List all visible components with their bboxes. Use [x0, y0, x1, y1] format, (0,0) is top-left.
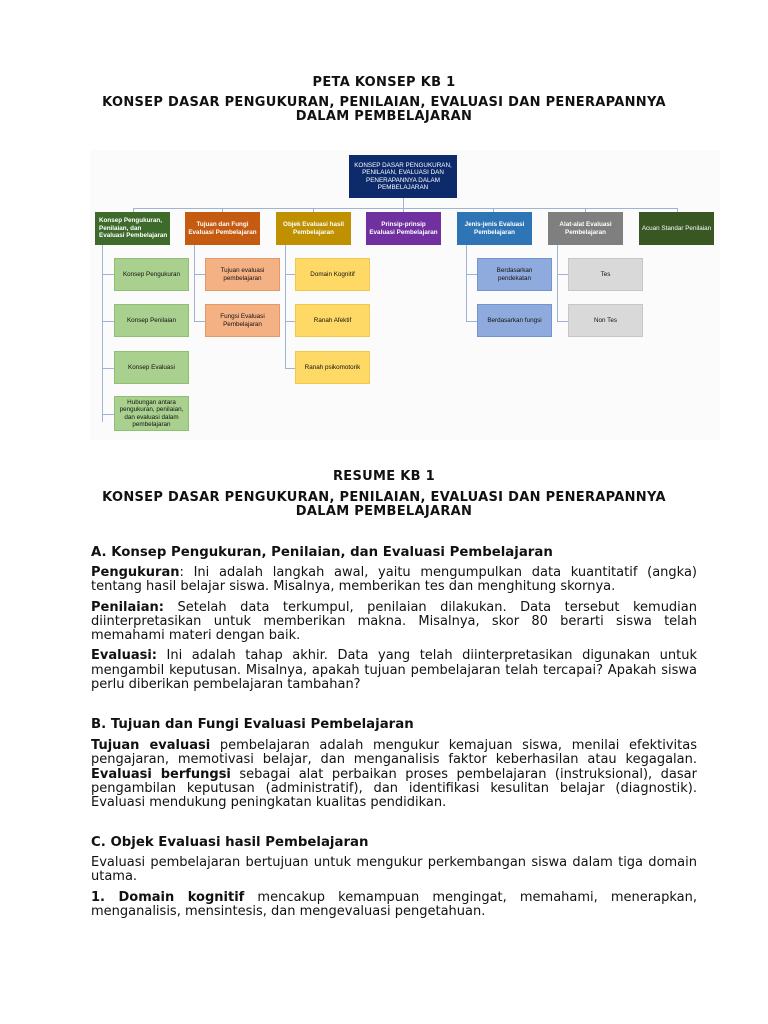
category-jenis: [457, 212, 532, 245]
root-node-label: KONSEP DASAR PENGUKURAN, PENILAIAN, EVALUASI DAN PENERAPANNYA DALAM PEMBELAJARAN: [354, 161, 452, 191]
jenis-child: [477, 258, 552, 291]
text-evaluasi-berfungsi: sebagai alat perbaikan proses pembelajaran (instruksional), dasar pengambilan keputusan (administratif), dan identifikasi kesulitan belajar (diagnostik). Evaluasi mendukung peningkatan kualitas pendidikan.: [91, 766, 697, 811]
paragraph-objek-intro: Evaluasi pembelajaran bertujuan untuk mengukur perkembangan siswa dalam tiga domain utama.: [91, 855, 697, 885]
section-a: [91, 545, 697, 692]
resume-subtitle-line2: DALAM PEMBELAJARAN: [295, 504, 473, 519]
term-tujuan-evaluasi: Tujuan evaluasi: [91, 738, 211, 753]
paragraph-pengukuran: [91, 566, 697, 595]
map-title: PETA KONSEP KB 1: [312, 75, 456, 90]
connector: [466, 321, 477, 322]
connector: [102, 368, 114, 369]
alat-child-label: Tes: [600, 270, 611, 278]
connector: [102, 321, 114, 322]
root-node: [349, 155, 457, 198]
connector: [557, 245, 558, 322]
category-prinsip-label: Prinsip-prinsip Evaluasi Pembelajaran: [369, 221, 438, 236]
konsep-child: [114, 258, 189, 291]
connector: [102, 274, 114, 275]
alat-child: [568, 258, 643, 291]
section-c: [91, 835, 697, 919]
connector: [285, 245, 286, 368]
paragraph-domain-kognitif: [91, 891, 697, 920]
konsep-child-label: Hubungan antara pengukuran, penilaian, dan evaluasi dalam pembelajaran: [119, 398, 184, 428]
connector: [194, 321, 205, 322]
map-subtitle-line2: DALAM PEMBELAJARAN: [295, 109, 473, 124]
section-c-heading: C. Objek Evaluasi hasil Pembelajaran: [91, 835, 369, 850]
tujuan-child-label: Tujuan evaluasi pembelajaran: [220, 267, 265, 282]
text-tujuan-evaluasi: pembelajaran adalah mengukur kemajuan siswa, menilai efektivitas pengajaran, memotivasi belajar, dan menganalisis faktor keberhasilan atau kegagalan.: [91, 738, 697, 768]
term-penilaian: Penilaian:: [91, 599, 164, 615]
connector: [194, 274, 205, 275]
term-evaluasi-berfungsi: Evaluasi berfungsi: [91, 766, 231, 782]
konsep-child: [114, 304, 189, 337]
connector: [466, 274, 477, 275]
alat-child-label: Non Tes: [594, 316, 617, 324]
connector: [102, 245, 103, 422]
connector: [557, 321, 568, 322]
text-domain-kognitif: mencakup kemampuan mengingat, memahami, menerapkan, menganalisis, mensintesis, dan mengevaluasi pengetahuan.: [91, 889, 697, 919]
section-a-heading: A. Konsep Pengukuran, Penilaian, dan Evaluasi Pembelajaran: [91, 545, 553, 560]
resume-subtitle-line1: KONSEP DASAR PENGUKURAN, PENILAIAN, EVALUASI DAN PENERAPANNYA: [102, 490, 666, 505]
jenis-child-label: Berdasarkan fungsi: [487, 316, 542, 324]
connector: [133, 208, 678, 209]
category-objek-label: Objek Evaluasi hasil Pembelajaran: [283, 221, 344, 236]
connector: [403, 198, 404, 208]
objek-child-label: Ranah Afektif: [313, 316, 352, 324]
category-prinsip: [366, 212, 441, 245]
category-tujuan-label: Tujuan dan Fungi Evaluasi Pembelajaran: [188, 221, 257, 236]
connector: [285, 368, 295, 369]
category-konsep-label: Konsep Pengukuran, Penilaian, dan Evaluasi Pembelajaran: [99, 217, 168, 240]
objek-child: [295, 351, 370, 384]
section-b: [91, 717, 697, 810]
paragraph-tujuan-fungsi: [91, 739, 697, 810]
connector: [194, 245, 195, 322]
tujuan-child: [205, 304, 280, 337]
jenis-child-label: Berdasarkan pendekatan: [496, 267, 533, 282]
term-evaluasi: Evaluasi:: [91, 648, 158, 664]
jenis-child: [477, 304, 552, 337]
connector: [102, 414, 114, 415]
text-penilaian: Setelah data terkumpul, penilaian dilakukan. Data tersebut kemudian diinterpretasikan untuk memberikan makna. Misalnya, skor 80 berarti siswa telah memahami materi dengan baik.: [91, 599, 697, 644]
category-alat: [548, 212, 623, 245]
konsep-child: [114, 396, 189, 431]
category-tujuan: [185, 212, 260, 245]
text-evaluasi: Ini adalah tahap akhir. Data yang telah diinterpretasikan digunakan untuk mengambil keputusan. Misalnya, apakah tujuan pembelajaran telah tercapai? Apakah siswa perlu diberikan pembelajaran tambahan?: [91, 648, 697, 693]
category-konsep: [95, 212, 170, 245]
objek-child-label: Domain Kognitif: [310, 270, 355, 278]
text-pengukuran: : Ini adalah langkah awal, yaitu mengumpulkan data kuantitatif (angka) tentang hasil belajar siswa. Misalnya, memberikan tes dan menghitung skornya.: [91, 565, 697, 595]
term-pengukuran: Pengukuran: [91, 565, 180, 580]
category-acuan-label: Acuan Standar Penilaian: [641, 224, 712, 232]
concept-map: [90, 150, 720, 440]
term-domain-kognitif: 1. Domain kognitif: [91, 889, 245, 905]
connector: [285, 321, 295, 322]
konsep-child-label: Konsep Pengukuran: [122, 270, 181, 278]
category-objek: [276, 212, 351, 245]
tujuan-child: [205, 258, 280, 291]
connector: [557, 274, 568, 275]
category-jenis-label: Jenis-jenis Evaluasi Pembelajaran: [464, 221, 525, 236]
tujuan-child-label: Fungsi Evaluasi Pembelajaran: [220, 313, 265, 328]
category-acuan: [639, 212, 714, 245]
konsep-child-label: Konsep Penilaian: [126, 316, 176, 324]
resume-title: RESUME KB 1: [332, 469, 435, 484]
map-subtitle-line1: KONSEP DASAR PENGUKURAN, PENILAIAN, EVALUASI DAN PENERAPANNYA: [102, 95, 666, 110]
konsep-child-label: Konsep Evaluasi: [128, 363, 175, 371]
alat-child: [568, 304, 643, 337]
objek-child-label: Ranah psikomotorik: [304, 363, 361, 371]
paragraph-evaluasi: [91, 649, 697, 692]
konsep-child: [114, 351, 189, 384]
connector: [466, 245, 467, 322]
paragraph-penilaian: [91, 601, 697, 644]
category-alat-label: Alat-alat Evaluasi Pembelajaran: [559, 221, 612, 236]
objek-child: [295, 304, 370, 337]
objek-child: [295, 258, 370, 291]
section-b-heading: B. Tujuan dan Fungi Evaluasi Pembelajaran: [91, 717, 414, 732]
connector: [285, 274, 295, 275]
